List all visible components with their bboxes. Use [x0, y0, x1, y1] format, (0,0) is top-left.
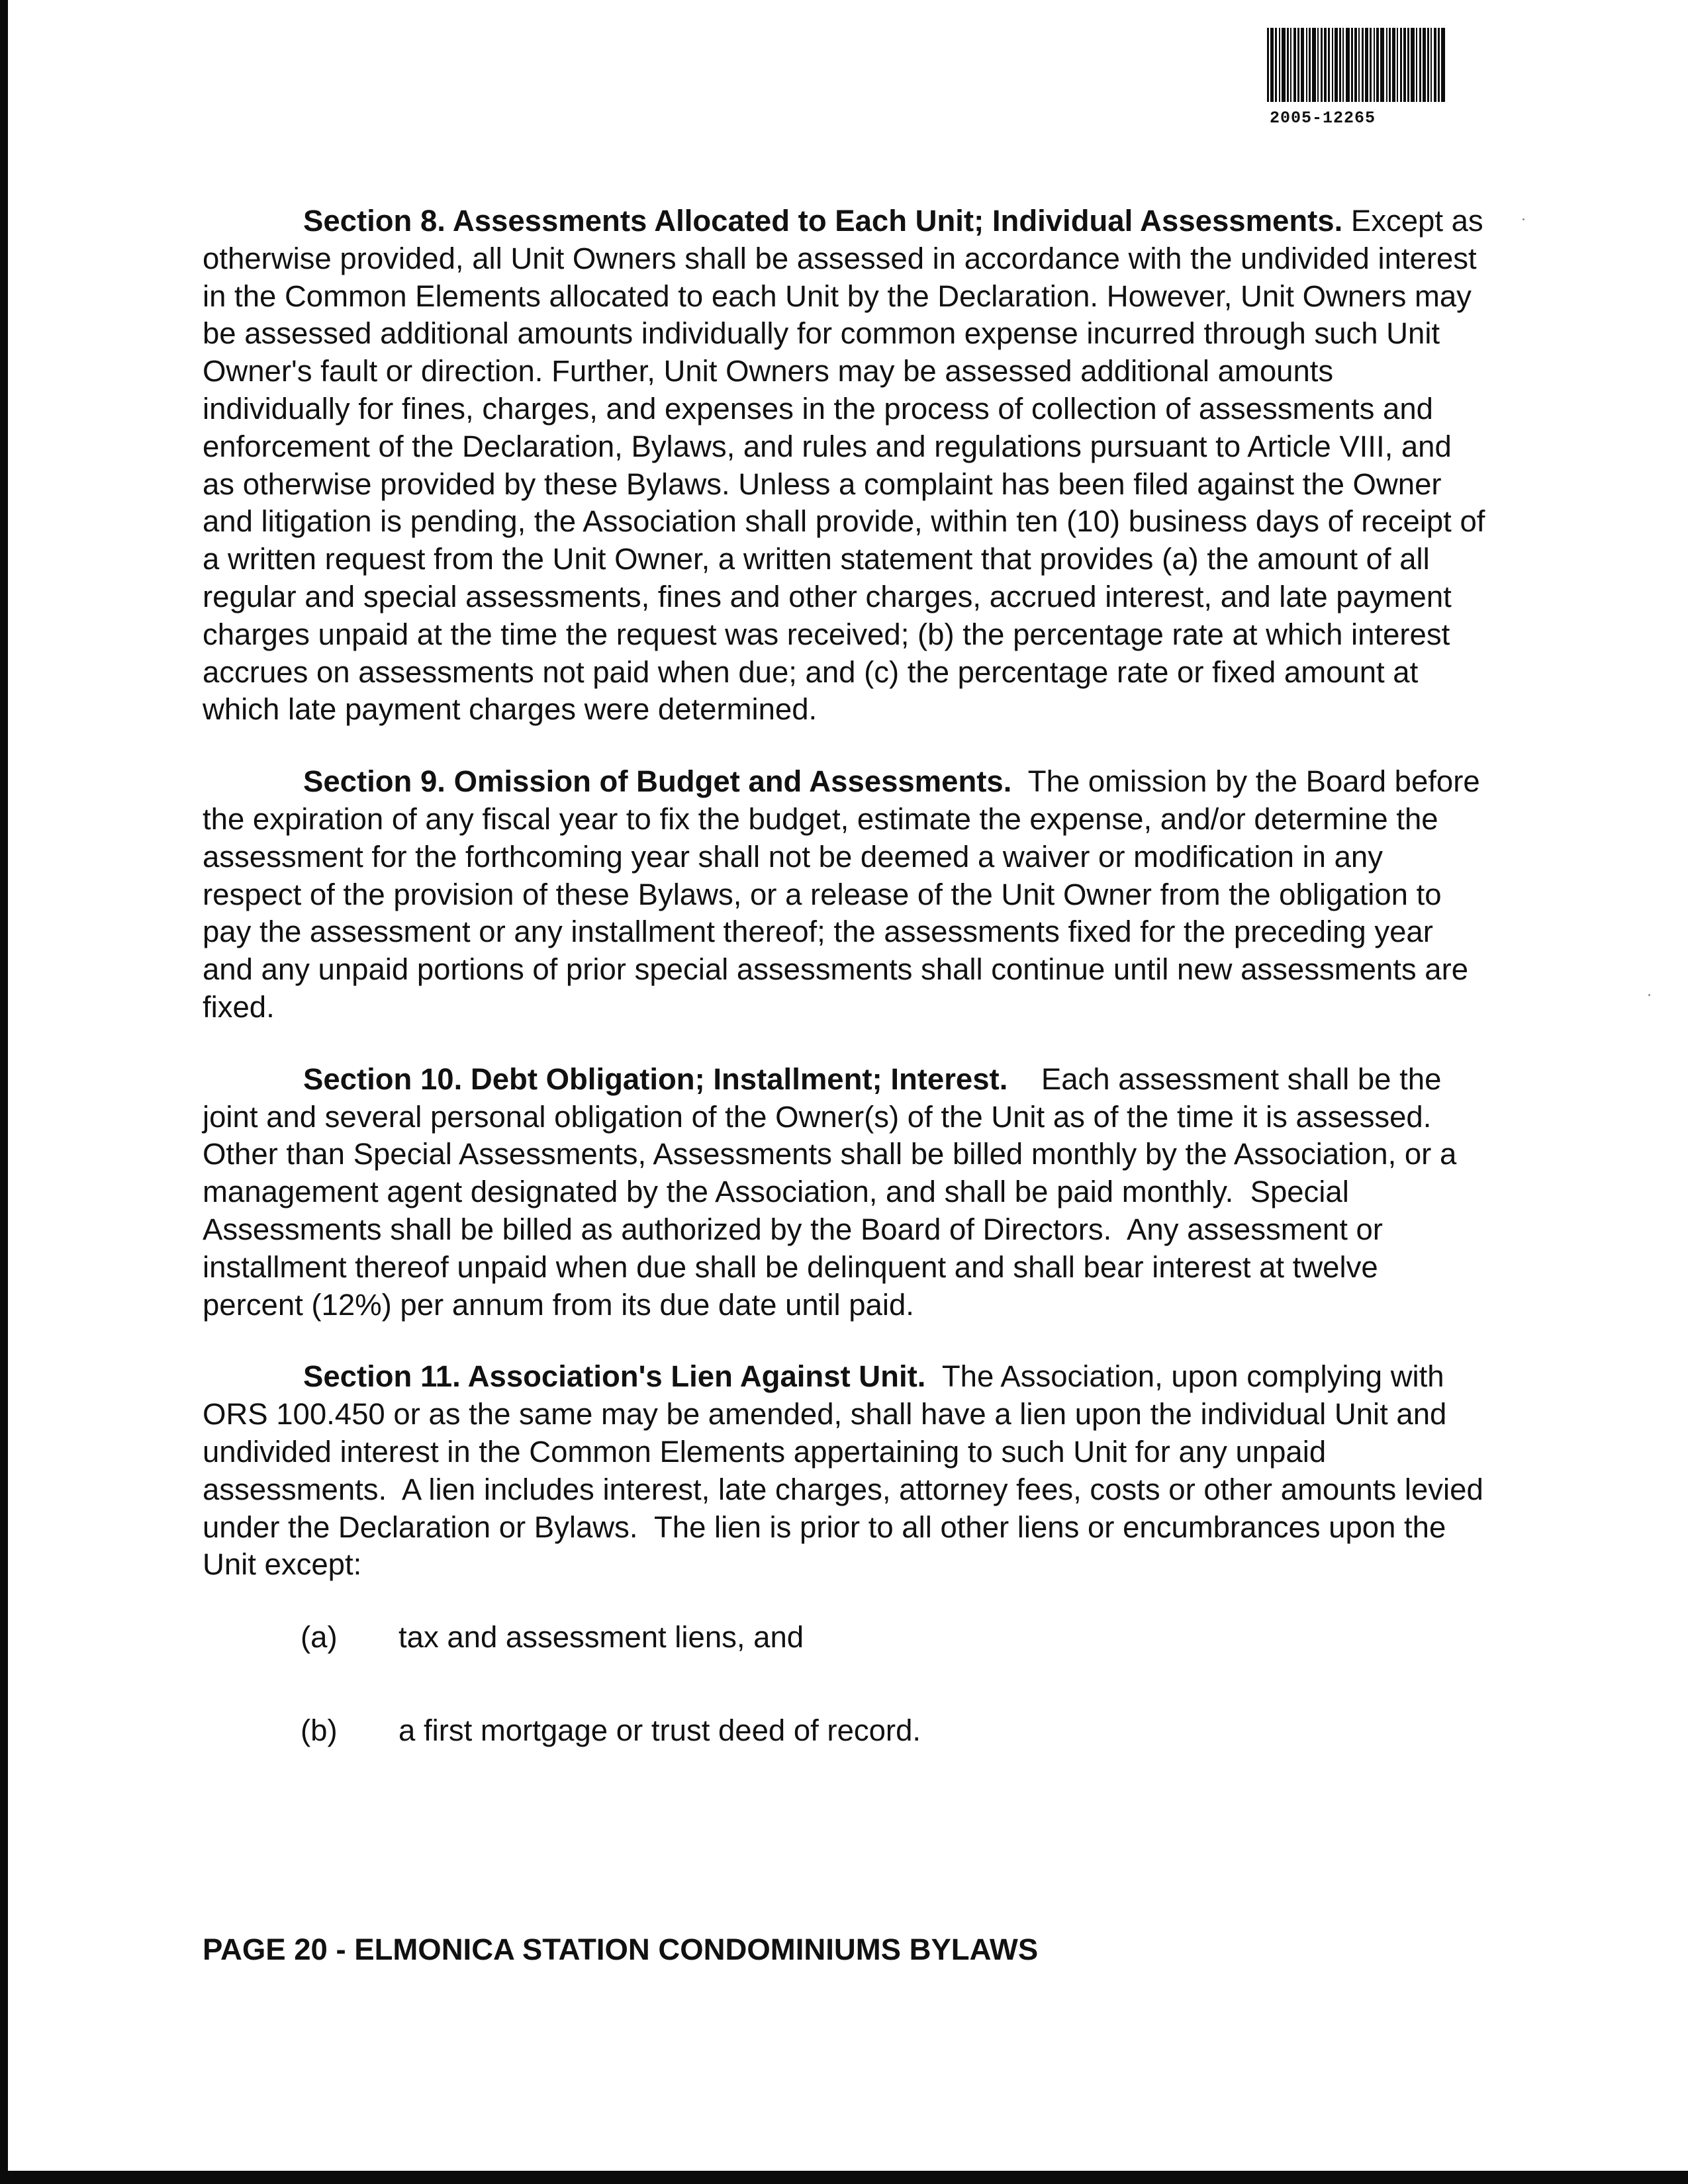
- barcode-bar: [1365, 28, 1368, 102]
- section-10-text: Each assessment shall be the joint and several personal obligation of the Owner(s) of the Unit as of the time it is assessed. Other than Special Assessments, Assessments shall be billed monthly by the Association, or a management agent designated by the Association, and shall be paid monthly. Special Assessments shall be billed as authorized by the Board of Directors. Any assessment or installment thereof unpaid when due shall be delinquent and shall bear interest at twelve percent (12%) per annum from its due date until paid.: [203, 1062, 1465, 1322]
- section-11-paragraph: [203, 1358, 1492, 1584]
- barcode-bar: [1306, 28, 1307, 102]
- barcode-bar: [1419, 28, 1421, 102]
- lien-exception-list: [203, 1618, 1487, 1749]
- barcode-bar: [1270, 28, 1274, 102]
- barcode-bar: [1312, 28, 1316, 102]
- barcode-bar: [1400, 28, 1402, 102]
- barcode-bar: [1386, 28, 1387, 102]
- barcode-bar: [1267, 28, 1269, 102]
- document-body: [203, 203, 1492, 1749]
- barcode-bar: [1389, 28, 1391, 102]
- section-11-heading: Section 11. Association's Lien Against Unit.: [303, 1359, 926, 1394]
- barcode-bar: [1342, 28, 1344, 102]
- barcode-bar: [1411, 28, 1415, 102]
- scan-speck: [1523, 218, 1524, 220]
- barcode-bar: [1301, 28, 1304, 102]
- section-8-paragraph: [203, 203, 1487, 729]
- section-9-paragraph: [203, 763, 1487, 1026]
- barcode-bar: [1332, 28, 1333, 102]
- barcode-bar: [1293, 28, 1296, 102]
- section-9-heading: Section 9. Omission of Budget and Assessments.: [303, 764, 1012, 799]
- section-9-text: The omission by the Board before the expiration of any fiscal year to fix the budget, estimate the expense, and/or determine the assessment for the forthcoming year shall not be deemed a waiver or modification in any respect of the provision of these Bylaws, or a release of the Unit Owner from the obligation to pay the assessment or any installment thereof; the assessments fixed for the preceding year and any unpaid portions of prior special assessments shall continue until new assessments are fixed.: [203, 764, 1489, 1024]
- list-item-label: (a): [301, 1620, 338, 1655]
- barcode-bar: [1430, 28, 1432, 102]
- recording-number: 2005-12265: [1270, 109, 1376, 128]
- barcode-bar: [1335, 28, 1338, 102]
- barcode-bar: [1324, 28, 1327, 102]
- barcode-bar: [1380, 28, 1384, 102]
- barcode-bar: [1403, 28, 1406, 102]
- barcode-bar: [1351, 28, 1353, 102]
- barcode-bar: [1279, 28, 1280, 102]
- barcode-bar: [1392, 28, 1395, 102]
- barcode-bar: [1328, 28, 1330, 102]
- barcode-bar: [1346, 28, 1350, 102]
- scan-edge-bottom: [0, 2171, 1688, 2184]
- barcode-bar: [1370, 28, 1372, 102]
- section-8-heading: Section 8. Assessments Allocated to Each Unit; Individual Assessments.: [303, 204, 1343, 238]
- barcode-bar: [1358, 28, 1360, 102]
- scan-edge-left: [0, 0, 8, 2184]
- barcode-bar: [1354, 28, 1357, 102]
- barcode-bar: [1317, 28, 1319, 102]
- section-11-text: The Association, upon complying with ORS 100.450 or as the same may be amended, shall have a lien upon the individual Unit and undivided interest in the Common Elements appertaining to such Unit for any unpaid assessments. A lien includes interest, late charges, attorney fees, costs or other amounts levied under the Declaration or Bylaws. The lien is prior to all other liens or encumbrances upon the Unit except:: [203, 1359, 1492, 1582]
- barcode-bar: [1434, 28, 1436, 102]
- barcode-bar: [1275, 28, 1277, 102]
- barcode-bar: [1423, 28, 1426, 102]
- barcode-bar: [1441, 28, 1445, 102]
- barcode-bar: [1282, 28, 1286, 102]
- list-item-text: tax and assessment liens, and: [399, 1620, 804, 1655]
- list-item-label: (b): [301, 1713, 338, 1748]
- list-item: [203, 1618, 1487, 1656]
- barcode-bar: [1362, 28, 1364, 102]
- barcode-bar: [1438, 28, 1440, 102]
- scan-speck: [1648, 994, 1650, 996]
- barcode-bar: [1427, 28, 1429, 102]
- barcode-bar: [1397, 28, 1398, 102]
- list-item: [203, 1711, 1487, 1749]
- list-item-text: a first mortgage or trust deed of record.: [399, 1713, 921, 1748]
- barcode-bar: [1339, 28, 1341, 102]
- section-10-heading: Section 10. Debt Obligation; Installment; Interest.: [303, 1062, 1008, 1096]
- barcode-bar: [1407, 28, 1409, 102]
- barcode-bar: [1416, 28, 1417, 102]
- recording-barcode: [1266, 28, 1568, 102]
- barcode-bar: [1374, 28, 1375, 102]
- barcode-bar: [1297, 28, 1299, 102]
- barcode-bar: [1309, 28, 1311, 102]
- barcode-bar: [1376, 28, 1379, 102]
- barcode-bar: [1321, 28, 1323, 102]
- barcode-bar: [1287, 28, 1289, 102]
- page-footer: PAGE 20 - ELMONICA STATION CONDOMINIUMS BYLAWS: [203, 1933, 1039, 1966]
- section-8-text: Except as otherwise provided, all Unit Owners shall be assessed in accordance with the undivided interest in the Common Elements allocated to each Unit by the Declaration. However, Unit Owners may be assessed additional amounts individually for common expense incurred through such Unit Owner's fault or direction. Further, Unit Owners may be assessed additional amounts individually for fines, charges, and expenses in the process of collection of assessments and enforcement of the Declaration, Bylaws, and rules and regulations pursuant to Article VIII, and as otherwise provided by these Bylaws. Unless a complaint has been filed against the Owner and litigation is pending, the Association shall provide, within ten (10) business days of receipt of a written request from the Unit Owner, a written statement that provides (a) the amount of all regular and special assessments, fines and other charges, accrued interest, and late payment charges unpaid at the time the request was received; (b) the percentage rate at which interest accrues on assessments not paid when due; and (c) the percentage rate or fixed amount at which late payment charges were determined.: [203, 204, 1485, 727]
- section-10-paragraph: [203, 1061, 1487, 1324]
- barcode-bar: [1290, 28, 1291, 102]
